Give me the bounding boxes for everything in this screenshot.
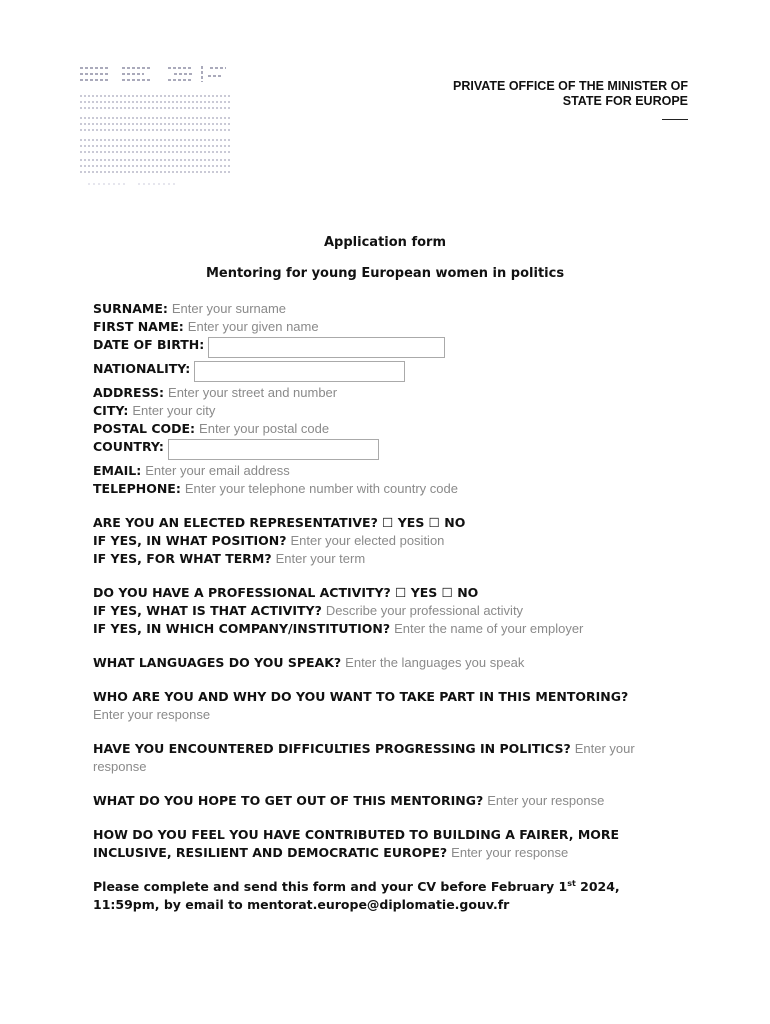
- hopes-field[interactable]: Enter your response: [487, 793, 605, 808]
- dob-label: DATE OF BIRTH:: [93, 337, 205, 352]
- first-name-label: FIRST NAME:: [93, 319, 184, 334]
- city-field[interactable]: Enter your city: [132, 403, 216, 418]
- telephone-label: TELEPHONE:: [93, 481, 181, 496]
- ministry-logo: [78, 62, 233, 188]
- contribution-field[interactable]: Enter your response: [451, 845, 569, 860]
- office-header: [453, 79, 688, 124]
- languages-label: WHAT LANGUAGES DO YOU SPEAK?: [93, 655, 342, 670]
- office-line-2: STATE FOR EUROPE: [562, 94, 688, 108]
- postal-code-field[interactable]: Enter your postal code: [199, 421, 330, 436]
- email-label: EMAIL:: [93, 463, 142, 478]
- company-label: IF YES, IN WHICH COMPANY/INSTITUTION?: [93, 621, 391, 636]
- activity-label: IF YES, WHAT IS THAT ACTIVITY?: [93, 603, 322, 618]
- elected-position-field[interactable]: Enter your elected position: [290, 533, 445, 548]
- nationality-label: NATIONALITY:: [93, 361, 191, 376]
- dob-field[interactable]: [208, 337, 445, 358]
- motivation-label: WHO ARE YOU AND WHY DO YOU WANT TO TAKE PART IN THIS MENTORING?: [93, 689, 629, 704]
- closing-part-2: 2024, 11:59pm, by email to mentorat.europe@diplomatie.gouv.fr: [93, 879, 620, 912]
- telephone-field[interactable]: Enter your telephone number with country code: [184, 481, 458, 496]
- activity-field[interactable]: Describe your professional activity: [325, 603, 524, 618]
- languages-field[interactable]: Enter the languages you speak: [345, 655, 525, 670]
- address-label: ADDRESS:: [93, 385, 165, 400]
- surname-label: SURNAME:: [93, 301, 168, 316]
- nationality-field[interactable]: [194, 361, 405, 382]
- form-title: Application form: [324, 235, 446, 250]
- office-line-1: PRIVATE OFFICE OF THE MINISTER OF: [453, 79, 688, 93]
- elected-question[interactable]: ARE YOU AN ELECTED REPRESENTATIVE? ☐ YES ☐ NO: [93, 515, 466, 530]
- closing-part-1: Please complete and send this form and your CV before February 1: [93, 879, 568, 894]
- closing-instructions: [93, 878, 683, 914]
- difficulties-field[interactable]: Enter your response: [93, 741, 635, 774]
- header-rule: [662, 119, 688, 120]
- closing-superscript: st: [567, 878, 576, 888]
- difficulties-label: HAVE YOU ENCOUNTERED DIFFICULTIES PROGRESSING IN POLITICS?: [93, 741, 571, 756]
- motivation-field[interactable]: Enter your response: [93, 707, 211, 722]
- city-label: CITY:: [93, 403, 129, 418]
- contribution-label: HOW DO YOU FEEL YOU HAVE CONTRIBUTED TO BUILDING A FAIRER, MORE INCLUSIVE, RESILIENT AND DEMOCRATIC EUROPE?: [93, 827, 620, 860]
- surname-field[interactable]: Enter your surname: [171, 301, 287, 316]
- hopes-label: WHAT DO YOU HOPE TO GET OUT OF THIS MENTORING?: [93, 793, 484, 808]
- address-field[interactable]: Enter your street and number: [168, 385, 338, 400]
- country-field[interactable]: [168, 439, 379, 460]
- first-name-field[interactable]: Enter your given name: [187, 319, 319, 334]
- professional-question[interactable]: DO YOU HAVE A PROFESSIONAL ACTIVITY? ☐ YES ☐ NO: [93, 585, 479, 600]
- form-subtitle: Mentoring for young European women in politics: [205, 266, 565, 281]
- application-form: [93, 300, 683, 914]
- email-field[interactable]: Enter your email address: [145, 463, 290, 478]
- elected-position-label: IF YES, IN WHAT POSITION?: [93, 533, 287, 548]
- country-label: COUNTRY:: [93, 439, 164, 454]
- company-field[interactable]: Enter the name of your employer: [394, 621, 584, 636]
- elected-term-label: IF YES, FOR WHAT TERM?: [93, 551, 272, 566]
- elected-term-field[interactable]: Enter your term: [275, 551, 366, 566]
- postal-code-label: POSTAL CODE:: [93, 421, 196, 436]
